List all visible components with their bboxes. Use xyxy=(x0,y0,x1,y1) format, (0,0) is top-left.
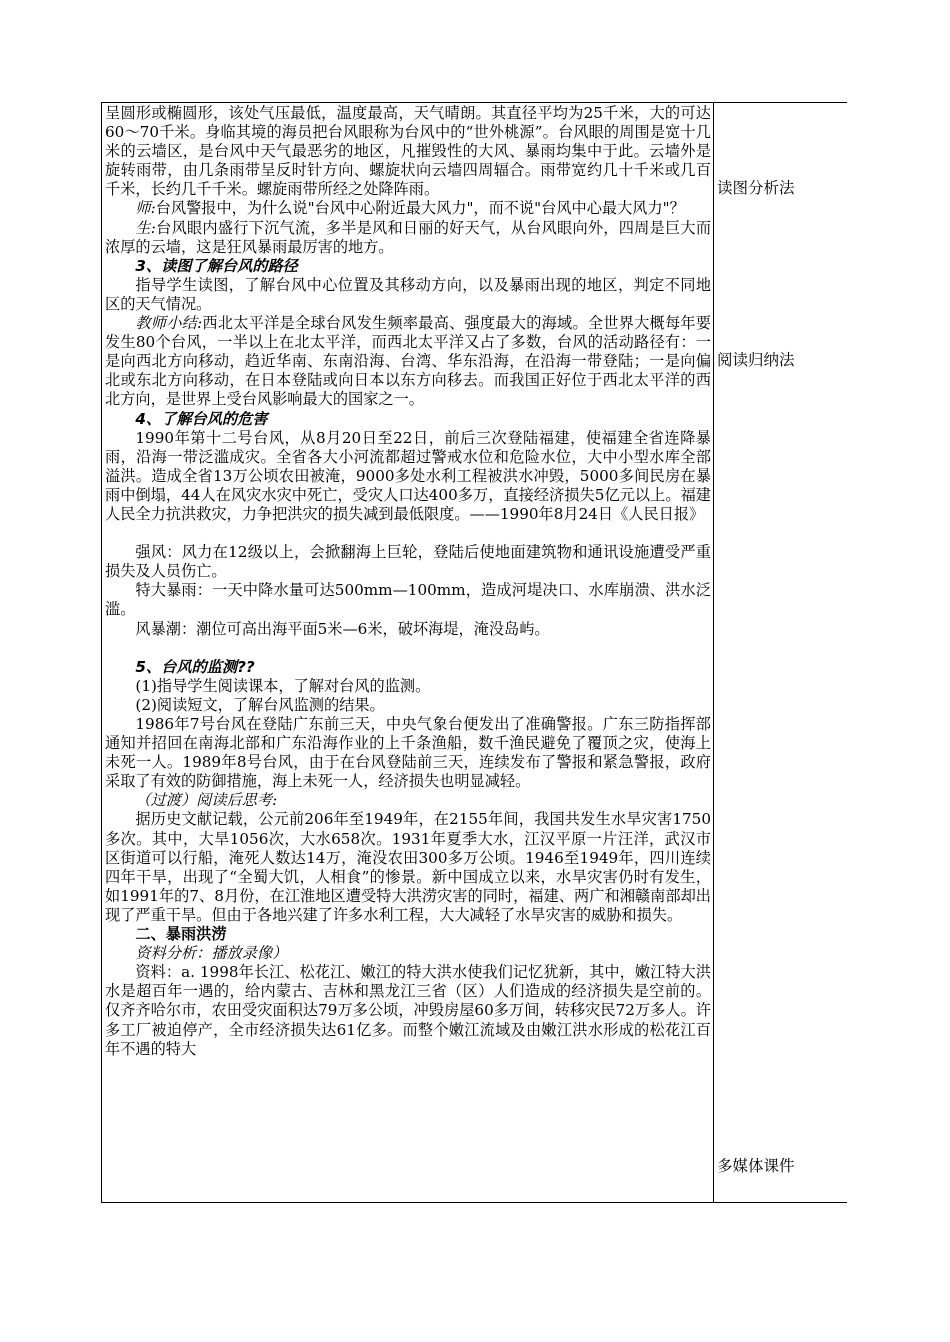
speaker-label: 师: xyxy=(135,199,156,218)
paragraph-text: 1986年7号台风在登陆广东前三天，中央气象台便发出了准确警报。广东三防指挥部通知并招回在南海北部和广东沿海作业的上千条渔船，数千渔民避免了覆顶之灾，使海上未死一人。1989年8号台风，由于在台风登陆前三天，连续发布了警报和紧急警报，政府采取了有效的防御措施，海上未死一人，经济损失也明显减轻。 xyxy=(105,715,711,791)
paragraph xyxy=(105,219,711,257)
paragraph-text: (2)阅读短文，了解台风监测的结果。 xyxy=(135,695,385,714)
paragraph-text: 呈圆形或椭圆形，该处气压最低，温度最高，天气晴朗。其直径平均为25千米，大的可达60～70千米。身临其境的海员把台风眼称为台风中的“世外桃源”。台风眼的周围是宽十几米的云墙区，是台风中天气最恶劣的地区，凡摧毁性的大风、暴雨均集中于此。云墙外是旋转雨带，由几条雨带呈反时针方向、螺旋状向云墙四周辐合。雨带宽约几十千米或几百千米，长约几千千米。螺旋雨带所经之处降阵雨。 xyxy=(105,104,711,199)
paragraph-text: 风暴潮：潮位可高出海平面5米—6米，破坏海堤，淹没岛屿。 xyxy=(135,619,550,638)
paragraph xyxy=(105,581,711,619)
paragraph xyxy=(105,696,711,715)
paragraph xyxy=(105,257,711,276)
paragraph xyxy=(105,620,711,639)
paragraph xyxy=(105,715,711,791)
paragraph-text: 5、台风的监测?? xyxy=(135,657,255,676)
paragraph xyxy=(105,524,711,543)
method-label-3: 多媒体课件 xyxy=(717,1157,795,1175)
paragraph xyxy=(105,658,711,677)
paragraph xyxy=(105,543,711,581)
paragraph-text: 二、暴雨洪涝 xyxy=(135,925,227,944)
paragraph xyxy=(105,429,711,524)
table-left-border xyxy=(101,103,102,1202)
paragraph xyxy=(105,639,711,658)
speaker-label: 教师小结: xyxy=(135,314,203,333)
paragraph xyxy=(105,925,711,944)
paragraph-text: 1990年第十二号台风，从8月20日至22日，前后三次登陆福建，使福建全省连降暴雨，沿海一带泛滥成灾。全省各大小河流都超过警戒水位和危险水位，大中小型水库全部溢洪。造成全省13万公顷农田被淹，9000多处水利工程被洪水冲毁，5000多间民房在暴雨中倒塌，44人在风灾水灾中死亡，受灾人口达400多万，直接经济损失5亿元以上。福建人民全力抗洪救灾，力争把洪灾的损失减到最低限度。——1990年8月24日《人民日报》 xyxy=(105,428,711,523)
paragraph-text: （过渡）阅读后思考: xyxy=(135,791,278,810)
paragraph-text: 3、读图了解台风的路径 xyxy=(135,256,298,275)
paragraph-text: (1)指导学生阅读课本，了解对台风的监测。 xyxy=(135,676,431,695)
paragraph xyxy=(105,199,711,218)
paragraph-text: 据历史文献记载，公元前206年至1949年，在2155年间，我国共发生水旱灾害1750多次。其中，大旱1056次，大水658次。1931年夏季大水，江汉平原一片汪洋，武汉市区街道可以行船，淹死人数达14万，淹没农田300多万公顷。1946至1949年，四川连续四年干旱，出现了“全蜀大饥，人相食”的惨景。新中国成立以来，水旱灾害仍时有发生，如1991年的7、8月份，在江淮地区遭受特大洪涝灾害的同时，福建、两广和湘赣南部却出现了严重干旱。但由于各地兴建了许多水利工程，大大减轻了水旱灾害的威胁和损失。 xyxy=(105,810,711,924)
paragraph-text: 特大暴雨：一天中降水量可达500mm—100mm，造成河堤决口、水库崩溃、洪水泛滥。 xyxy=(105,581,711,619)
paragraph-text: 台风警报中，为什么说"台风中心附近最大风力"，而不说"台风中心最大风力"？ xyxy=(155,199,685,218)
method-label-1: 读图分析法 xyxy=(717,179,795,197)
paragraph-text: 强风：风力在12级以上，会掀翻海上巨轮，登陆后使地面建筑物和通讯设施遭受严重损失及人员伤亡。 xyxy=(105,543,711,581)
lesson-content xyxy=(105,104,711,1059)
paragraph xyxy=(105,963,711,1058)
lesson-table xyxy=(101,102,847,1203)
table-column-divider xyxy=(713,103,714,1202)
paragraph xyxy=(105,677,711,696)
paragraph-text: 指导学生读图，了解台风中心位置及其移动方向，以及暴雨出现的地区，判定不同地区的天气情况。 xyxy=(105,275,711,313)
paragraph xyxy=(105,410,711,429)
paragraph xyxy=(105,276,711,314)
paragraph xyxy=(105,810,711,925)
paragraph-text: 资料：a. 1998年长江、松花江、嫩江的特大洪水使我们记忆犹新，其中，嫩江特大洪水是超百年一遇的，给内蒙古、吉林和黑龙江三省（区）人们造成的经济损失是空前的。仅齐齐哈尔市，农田受灾面积达79万多公顷，冲毁房屋60多万间，转移灾民72万多人。许多工厂被迫停产，全市经济损失达61亿多。而整个嫩江流域及由嫩江洪水形成的松花江百年不遇的特大 xyxy=(105,963,711,1058)
paragraph-text: 台风眼内盛行下沉气流，多半是风和日丽的好天气，从台风眼向外，四周是巨大而浓厚的云墙，这是狂风暴雨最厉害的地方。 xyxy=(105,218,712,256)
speaker-label: 生: xyxy=(135,218,156,237)
paragraph xyxy=(105,791,711,810)
paragraph-text: 4、了解台风的危害 xyxy=(135,409,268,428)
method-label-2: 阅读归纳法 xyxy=(717,351,795,369)
paragraph xyxy=(105,314,711,409)
paragraph-text: 西北太平洋是全球台风发生频率最高、强度最大的海域。全世界大概每年要发生80个台风，一半以上在北太平洋，而西北太平洋又占了多数，台风的活动路径有：一是向西北方向移动，趋近华南、东南沿海、台湾、华东沿海，在沿海一带登陆；一是向偏北或东北方向移动，在日本登陆或向日本以东方向移去。而我国正好位于西北太平洋的西北方向，是世界上受台风影响最大的国家之一。 xyxy=(105,314,711,409)
paragraph xyxy=(105,944,711,963)
paragraph xyxy=(105,104,711,199)
paragraph-text: 资料分析：播放录像） xyxy=(135,944,288,963)
